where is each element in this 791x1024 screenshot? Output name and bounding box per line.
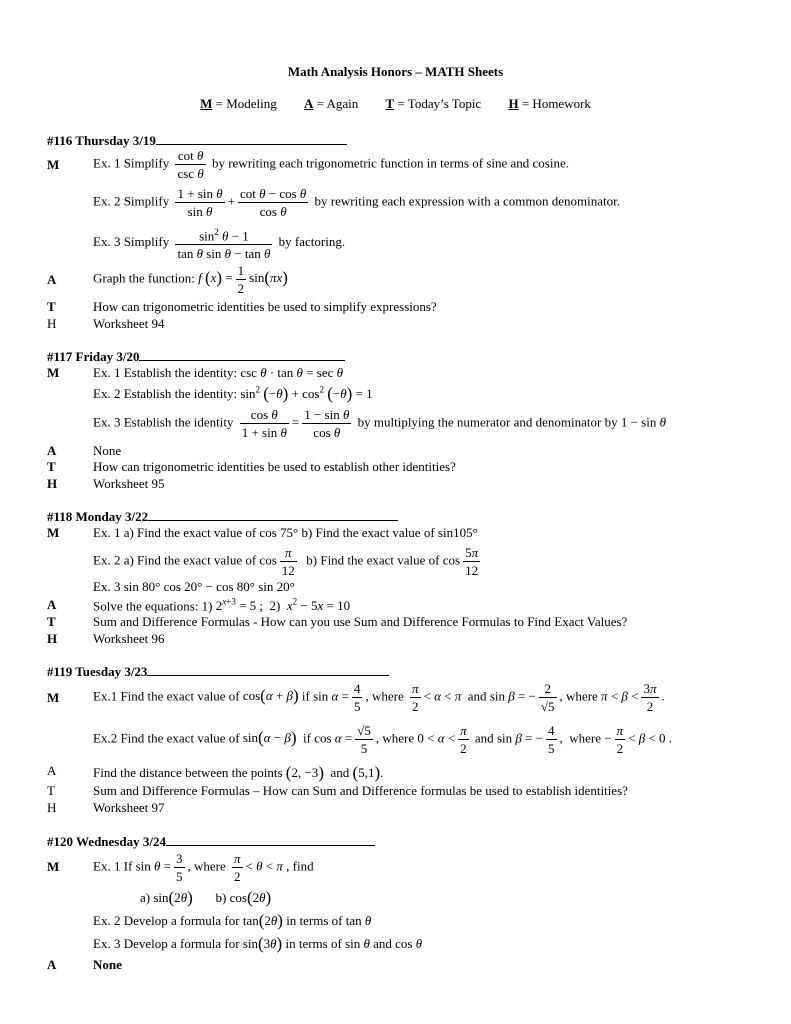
s118-t-code: T: [47, 614, 56, 629]
s116-ex3: [93, 224, 345, 262]
s117-ex3-post: by multiplying the numerator and denominator by: [357, 414, 618, 430]
s117-a-code: A: [47, 443, 57, 458]
s116-ex1-post: by rewriting each trigonometric function in terms of sine and cosine.: [211, 155, 569, 171]
s120-ex1-where: , where: [187, 858, 226, 874]
s118-a-text: Solve the equations: 1): [93, 598, 213, 614]
s118-h-text: Worksheet 96: [93, 631, 165, 646]
s117-m-code: M: [47, 365, 60, 380]
legend-a-key: A: [304, 96, 314, 111]
s120-a-code: A: [47, 957, 57, 972]
math-expression: sin(πx): [249, 268, 288, 288]
s118-t-text: Sum and Difference Formulas - How can you use Sum and Difference Formulas to Find Exact Values?: [93, 614, 628, 629]
s118-ex2-a: Ex. 2 a) Find the exact value of: [93, 552, 257, 568]
s116-ex1-pre: Ex. 1 Simplify: [93, 155, 170, 171]
s119-t-code: T: [47, 783, 55, 798]
math-expression: cos: [259, 552, 277, 568]
math-expression: sin(α − β): [242, 728, 297, 748]
s118-h-code: H: [47, 631, 58, 646]
math-expression: $2^{x+3} = 5$ ; 2) $x^2 - 5x = 10$: [215, 597, 351, 614]
legend-t-key: T: [385, 96, 395, 111]
section-119-header: [47, 663, 389, 680]
s120-ex3-and: and: [373, 936, 392, 951]
section-120-title: #120 Wednesday 3/24: [47, 834, 166, 849]
math-expression: sin θ: [345, 936, 370, 951]
math-expression: π < β <: [601, 688, 639, 704]
page-title: Math Analysis Honors – MATH Sheets: [287, 64, 504, 79]
math-expression: $\frac{\text{cot θ − cos θ}}{\text{cos θ}}$: [239, 186, 307, 219]
s118-ex3: [93, 579, 295, 595]
s119-t-text: Sum and Difference Formulas – How can Sum and Difference formulas be used to establish identities?: [93, 783, 628, 798]
math-expression: $\frac{1}{2}$: [237, 263, 245, 296]
math-expression: tan θ: [345, 913, 372, 928]
s119-h-text: Worksheet 97: [93, 800, 165, 815]
math-expression: sin β = −: [496, 730, 544, 746]
legend-m-text: = Modeling: [212, 96, 277, 111]
section-116-title: #116 Thursday 3/19: [47, 133, 156, 148]
math-expression: (2, −3) and (5,1).: [285, 763, 384, 782]
math-expression: cos α =: [314, 730, 353, 746]
math-expression: $\frac{\sin^2 \theta - 1}{\text{tan θ sin θ − tan θ}}$: [175, 224, 272, 262]
math-expression: $\frac{\pi}{2}$: [460, 723, 467, 756]
math-expression: cos θ: [395, 936, 423, 951]
s119-m-code: M: [47, 690, 60, 705]
math-expression: $\frac{5\pi}{12}$: [465, 545, 479, 578]
math-expression: $\frac{3\pi}{2}$: [643, 681, 657, 714]
s116-t-text: How can trigonometric identities be used to simplify expressions?: [93, 299, 437, 314]
s119-ex2-pre: Ex.2 Find the exact value of: [93, 730, 240, 746]
math-expression: sin(3θ): [242, 934, 283, 953]
math-expression: $\frac{\pi}{2}$: [411, 681, 419, 714]
math-expression: sin θ =: [135, 858, 172, 874]
s118-a-code: A: [47, 597, 57, 612]
math-expression: $\frac{4}{5}$: [548, 723, 555, 756]
s120-ex2: [93, 911, 371, 931]
s120-ex1-pre: Ex. 1 If: [93, 858, 133, 874]
s116-a-code: A: [47, 272, 57, 287]
s116-ex3-pre: Ex. 3 Simplify: [93, 234, 170, 250]
s117-h-text: Worksheet 95: [93, 476, 165, 491]
s120-a-text: None: [93, 957, 122, 972]
section-119-title: #119 Tuesday 3/23: [47, 664, 148, 679]
s120-ex3-mid: in terms of: [285, 936, 342, 951]
math-expression: $\frac{\pi}{2}$: [234, 851, 241, 884]
s117-a-text: None: [93, 443, 122, 458]
s116-ex1: [93, 147, 569, 182]
math-expression: cos(2θ): [229, 888, 272, 907]
math-expression: $\frac{√5}{5}$: [357, 723, 371, 756]
s120-ex2-mid: in terms of: [286, 913, 343, 928]
s118-ex1-a: Ex. 1 a) Find the exact value of: [93, 525, 257, 540]
math-expression: sin α =: [313, 688, 349, 704]
s120-ex1-parts: [140, 888, 271, 908]
s119-a-text: Find the distance between the points: [93, 765, 283, 780]
s117-h-code: H: [47, 476, 58, 491]
math-expression: 1 − sin θ: [620, 414, 666, 430]
math-expression: $\frac{\pi}{12}$: [281, 545, 295, 578]
s116-ex3-post: by factoring.: [278, 234, 346, 250]
s117-ex3: Ex. 3 Establish the identity $\frac{\text{cos θ}}{\text{1 + sin θ}}$ = $\frac{\text{1 − sin θ}}{\text{cos θ}}$ by multiplying the numerator and denominator by 1 − sin θ: [93, 407, 666, 440]
s116-m-code: M: [47, 157, 60, 172]
s118-a: [93, 597, 350, 614]
s119-ex2: Ex.2 Find the exact value of sin(α − β) if cos α = $\frac{√5}{5}$ , where 0 < α < $\frac{\pi}{2}$ and sin β = − $\frac{4}{5}$ , where − $\frac{\pi}{2}$ < β < 0 .: [93, 723, 673, 756]
s118-ex2: [93, 544, 483, 579]
math-expression: < β < 0 .: [628, 730, 673, 746]
math-expression: −: [604, 730, 612, 746]
math-expression: $\frac{\pi}{2}$: [616, 723, 624, 756]
math-expression: f (x) =: [198, 268, 233, 288]
legend: [0, 96, 791, 112]
math-expression: $\frac{3}{5}$: [176, 851, 183, 884]
s119-and: and: [467, 688, 487, 704]
legend-m-key: M: [200, 96, 213, 111]
legend-h-key: H: [508, 96, 519, 111]
section-118-title: #118 Monday 3/22: [47, 509, 149, 524]
s116-a-text: Graph the function:: [93, 270, 195, 286]
s120-ex2-pre: Ex. 2 Develop a formula for: [93, 913, 240, 928]
s120-ex3-pre: Ex. 3 Develop a formula for: [93, 936, 240, 951]
math-expression: sin β = −: [489, 688, 536, 704]
s117-ex2: [93, 384, 373, 404]
s119-ex1: Ex.1 Find the exact value of cos(α + β) if sin α = $\frac{4}{5}$ , where $\frac{\pi}{2}$ < α < π and sin β = − $\frac{2}{√5}$ , where π < β < $\frac{3\pi}{2}$ .: [93, 681, 665, 714]
math-expression: cos: [442, 552, 461, 568]
s116-ex2-pre: Ex. 2 Simplify: [93, 193, 170, 209]
section-120-header: [47, 833, 375, 850]
s120-ex3: [93, 934, 422, 954]
math-expression: tan(2θ): [242, 911, 283, 930]
s119-where-4: where: [569, 730, 602, 746]
s117-ex1: [93, 365, 343, 381]
math-expression: cos(α + β): [242, 686, 299, 706]
math-expression: $\frac{4}{5}$: [353, 681, 361, 714]
s119-h-code: H: [47, 800, 57, 815]
s120-ex1-a: a): [140, 890, 151, 905]
s119-a: [93, 763, 383, 783]
math-expression: sin105°: [437, 525, 478, 540]
section-117-title: #117 Friday 3/20: [47, 349, 140, 364]
s118-ex2-b: b) Find the exact value of: [306, 552, 440, 568]
s119-where-2: , where: [559, 688, 598, 704]
s117-ex3-pre: Ex. 3 Establish the identity: [93, 414, 234, 430]
s116-h-text: Worksheet 94: [93, 316, 165, 331]
s119-a-code: A: [47, 763, 57, 778]
legend-h-text: = Homework: [518, 96, 591, 111]
s118-ex1: [93, 525, 478, 541]
s116-ex2-post: by rewriting each expression with a common denominator.: [314, 193, 620, 209]
math-expression: < α < π: [423, 688, 462, 704]
math-expression: cos 75°: [259, 525, 299, 540]
s118-ex3-pre: Ex. 3: [93, 579, 121, 594]
s117-t-text: How can trigonometric identities be used to establish other identities?: [93, 459, 456, 474]
s120-ex1-b: b): [215, 890, 227, 905]
math-expression: $\sin^2 (-\theta) + \cos^2 (-\theta) = 1$: [240, 384, 373, 403]
s120-ex1: [93, 850, 314, 885]
s118-ex1-b: b) Find the exact value of: [301, 525, 435, 540]
s116-ex2: Ex. 2 Simplify $\frac{\text{1 + sin θ}}{\text{sin θ}}$ + $\frac{\text{cot θ − cos θ}}{\text{cos θ}}$ by rewriting each expression with a common denominator.: [93, 186, 620, 219]
section-117-header: [47, 348, 345, 365]
math-expression: $\frac{\text{1 − sin θ}}{\text{cos θ}}$: [304, 407, 350, 440]
s116-t-code: T: [47, 299, 56, 314]
math-expression: csc θ · tan θ = sec θ: [240, 365, 344, 380]
math-expression: $\frac{2}{√5}$: [540, 681, 555, 714]
s119-and-2: and: [474, 730, 494, 746]
math-expression: 0 < α <: [417, 730, 456, 746]
s120-m-code: M: [47, 859, 60, 874]
s120-ex1-find: , find: [286, 858, 314, 874]
math-expression: < θ < π: [245, 858, 283, 874]
s116-a: [93, 262, 288, 297]
s119-where-3: , where: [375, 730, 415, 746]
math-expression: $\frac{\text{cot θ}}{\text{csc θ}}$: [177, 148, 204, 181]
section-118-header: [47, 508, 398, 525]
legend-a-text: = Again: [313, 96, 359, 111]
math-expression: $\frac{\text{1 + sin θ}}{\text{sin θ}}$: [177, 186, 223, 219]
math-expression: $\frac{\text{cos θ}}{\text{1 + sin θ}}$: [241, 407, 287, 440]
s119-if: if: [301, 688, 310, 704]
s119-if-2: if: [303, 730, 311, 746]
s117-t-code: T: [47, 459, 56, 474]
s119-where: , where: [365, 688, 404, 704]
s118-m-code: M: [47, 525, 60, 540]
s119-ex1-pre: Ex.1 Find the exact value of: [93, 688, 240, 704]
s117-ex2-pre: Ex. 2 Establish the identity:: [93, 386, 238, 401]
s117-ex1-pre: Ex. 1 Establish the identity:: [93, 365, 238, 380]
s116-h-code: H: [47, 316, 57, 331]
math-expression: sin 80° cos 20° − cos 80° sin 20°: [123, 579, 295, 594]
math-expression: sin(2θ): [153, 888, 193, 907]
legend-t-text: = Today’s Topic: [394, 96, 482, 111]
